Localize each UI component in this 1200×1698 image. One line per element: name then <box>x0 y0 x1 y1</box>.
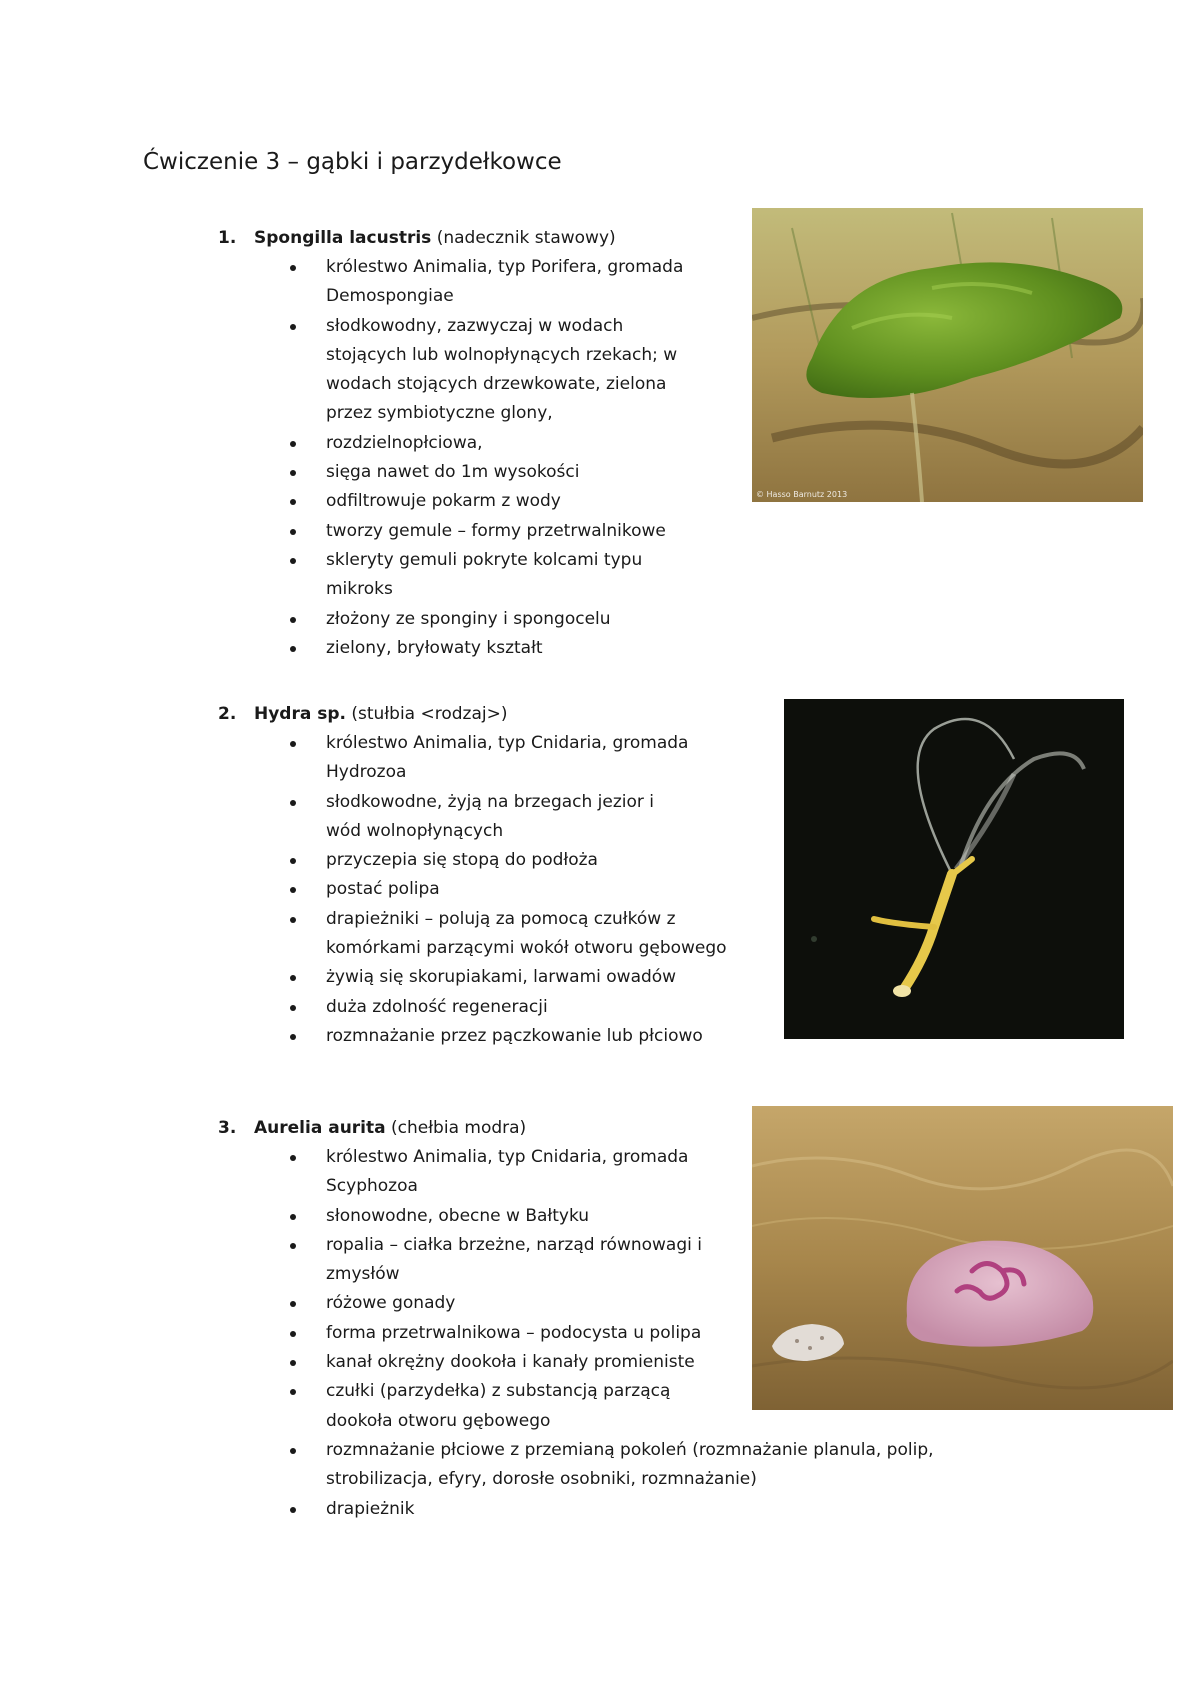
list-item: rozdzielnopłciowa, <box>290 429 690 458</box>
list-item: ropalia – ciałka brzeżne, narząd równowagi i zmysłów <box>290 1231 736 1290</box>
list-item: czułki (parzydełka) z substancją parzącą dookoła otworu gębowego <box>290 1377 696 1436</box>
common-name: (nadecznik stawowy) <box>436 228 616 248</box>
list-item: złożony ze sponginy i spongocelu <box>290 605 690 634</box>
entry-number: 1. <box>218 228 237 248</box>
entry-number: 3. <box>218 1118 237 1138</box>
list-item: królestwo Animalia, typ Cnidaria, gromada Scyphozoa <box>290 1143 706 1202</box>
list-item: różowe gonady <box>290 1289 1010 1318</box>
list-item: królestwo Animalia, typ Cnidaria, gromada Hydrozoa <box>290 729 706 788</box>
scientific-name: Hydra sp. <box>254 704 346 724</box>
list-item: sięga nawet do 1m wysokości <box>290 458 690 487</box>
list-item: zielony, bryłowaty kształt <box>290 634 690 663</box>
list-item: słonowodne, obecne w Bałtyku <box>290 1202 1010 1231</box>
list-item: słodkowodny, zazwyczaj w wodach stojących lub wolnopłynących rzekach; w wodach stojących drzewkowate, zielona przez symbiotyczne glony, <box>290 312 690 429</box>
scientific-name: Aurelia aurita <box>254 1118 386 1138</box>
list-item: drapieżnik <box>290 1495 1010 1524</box>
photo-credit: © Hasso Barnutz 2013 <box>756 490 848 499</box>
list-item: odfiltrowuje pokarm z wody <box>290 487 690 516</box>
list-item: forma przetrwalnikowa – podocysta u polipa <box>290 1319 1010 1348</box>
list-item: postać polipa <box>290 875 770 904</box>
list-item: kanał okrężny dookoła i kanały promieniste <box>290 1348 1010 1377</box>
list-item: rozmnażanie przez pączkowanie lub płciowo <box>290 1022 770 1051</box>
list-item: królestwo Animalia, typ Porifera, gromada Demospongiae <box>290 253 690 312</box>
list-item: żywią się skorupiakami, larwami owadów <box>290 963 770 992</box>
list-item: słodkowodne, żyją na brzegach jezior i wód wolnopłynących <box>290 788 686 847</box>
sponge-photo <box>752 208 1143 502</box>
entry-number: 2. <box>218 704 237 724</box>
list-item: tworzy gemule – formy przetrwalnikowe <box>290 517 690 546</box>
list-item: rozmnażanie płciowe z przemianą pokoleń (rozmnażanie planula, polip, strobilizacja, efyry, dorosłe osobniki, rozmnażanie) <box>290 1436 1016 1495</box>
list-item: duża zdolność regeneracji <box>290 993 770 1022</box>
page-title: Ćwiczenie 3 – gąbki i parzydełkowce <box>143 149 562 175</box>
jellyfish-photo <box>752 1106 1173 1410</box>
common-name: (chełbia modra) <box>391 1118 527 1138</box>
common-name: (stułbia <rodzaj>) <box>351 704 508 724</box>
list-item: skleryty gemuli pokryte kolcami typu mikroks <box>290 546 690 605</box>
fact-list <box>290 253 690 663</box>
list-item: przyczepia się stopą do podłoża <box>290 846 770 875</box>
list-item: drapieżniki – polują za pomocą czułków z komórkami parzącymi wokół otworu gębowego <box>290 905 766 964</box>
scientific-name: Spongilla lacustris <box>254 228 432 248</box>
fact-list <box>290 729 770 1051</box>
hydra-photo <box>784 699 1124 1039</box>
